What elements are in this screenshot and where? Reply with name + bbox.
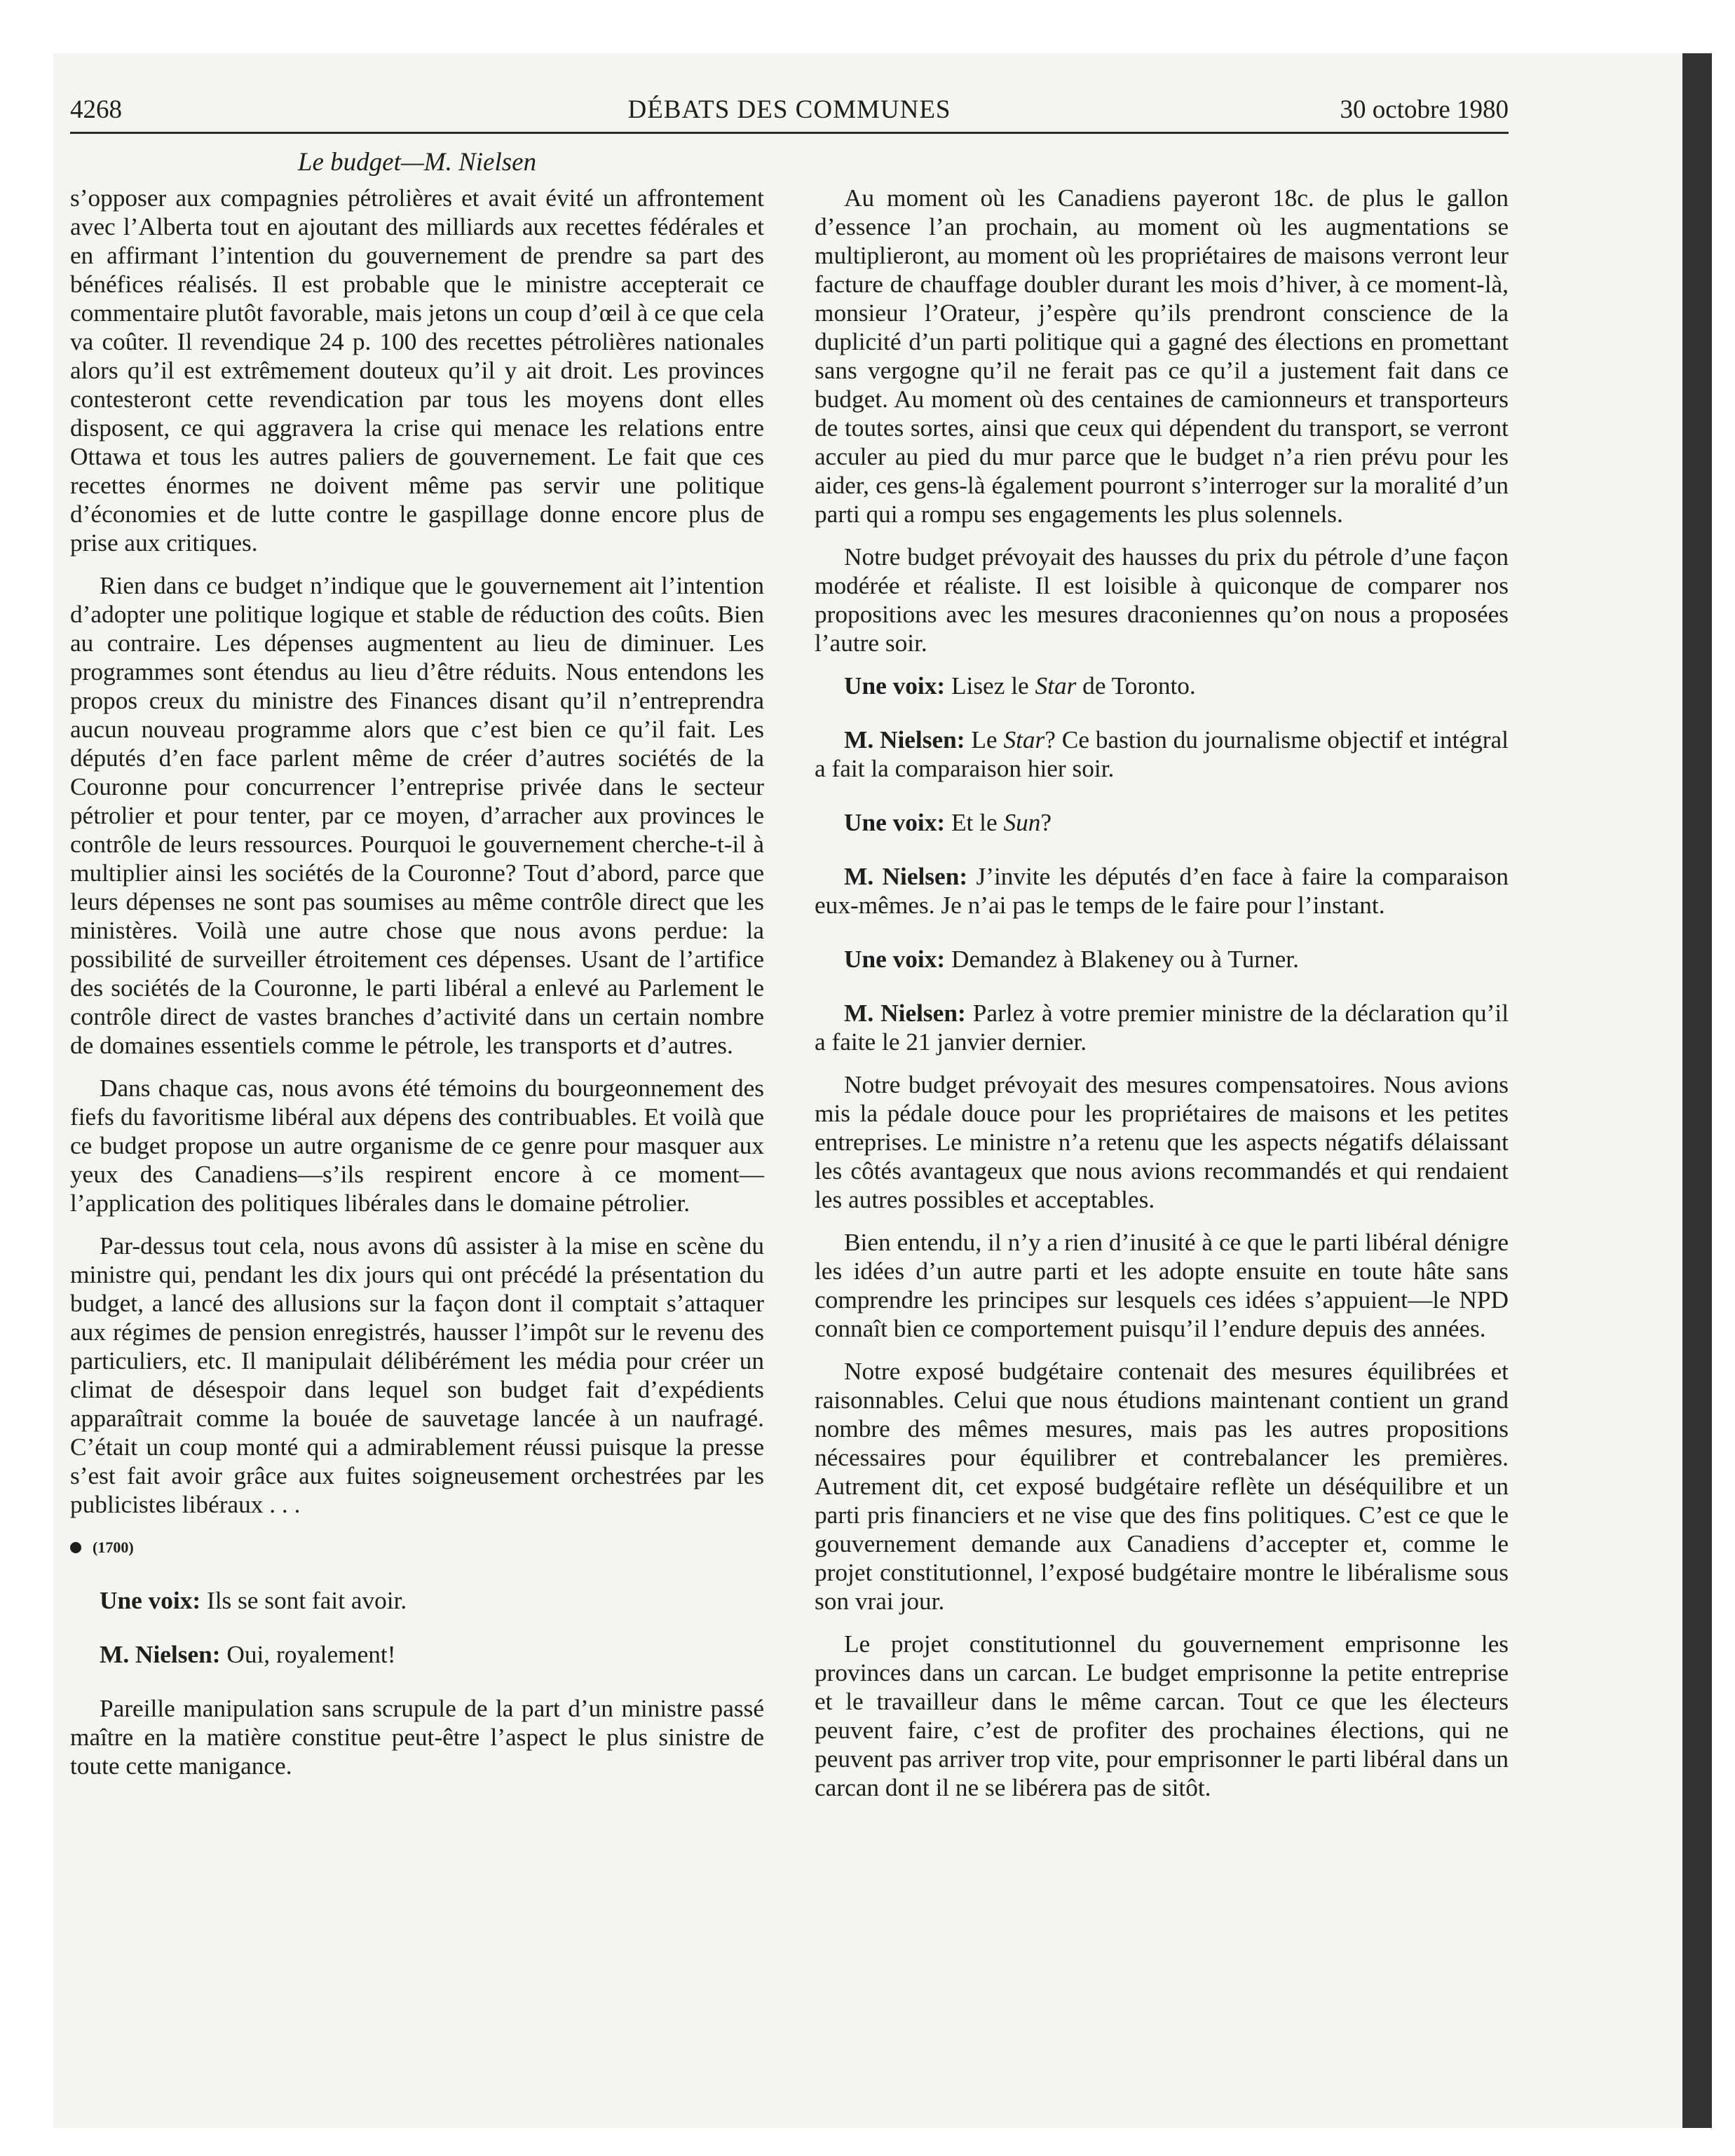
paragraph: Rien dans ce budget n’indique que le gouvernement ait l’intention d’adopter une politique logique et stable de réduction des coûts. Bien au contraire. Les dépenses augmentent au lieu de diminuer. Les programmes sont étendus au lieu d’être réduits. Nous entendons les propos creux du ministre des Finances disant qu’il n’entreprendra aucun nouveau programme alors que c’est bien ce qu’il fait. Les députés d’en face parlent même de créer d’autres sociétés de la Couronne pour concurrencer l’entreprise privée dans le secteur pétrolier et pour tenter, par ce moyen, d’arracher aux provinces le contrôle de leurs ressources. Pourquoi le gouvernement cherche-t-il à multiplier ainsi les sociétés de la Couronne? Tout d’abord, parce que leurs dépenses ne sont pas soumises au même contrôle direct que les ministères. Voilà une autre chose que nous avons perdue: la possibilité de surveiller étroitement ces dépenses. Usant de l’artifice des sociétés de la Couronne, le parti libéral a enlevé au Parlement le contrôle direct de vastes branches d’activité dans un certain nombre de domaines essentiels comme le pétrole, les transports et d’autres. bbox=[70, 572, 764, 1059]
page-number: 4268 bbox=[70, 95, 122, 124]
paragraph: Le projet constitutionnel du gouvernement emprisonne les provinces dans un carcan. Le budget emprisonne la petite entreprise et le travailleur dans le même carcan. Tout ce que les électeurs peuvent faire, c’est de profiter des prochaines élections, qui ne peuvent pas arriver trop vite, pour emprisonner le parti libéral dans un carcan dont il ne se libérera pas de sitôt. bbox=[815, 1630, 1509, 1801]
exchange bbox=[815, 999, 1509, 1056]
exchange bbox=[815, 945, 1509, 974]
page-header bbox=[70, 91, 1509, 134]
exchange bbox=[815, 671, 1509, 700]
speech-text: Demandez à Blakeney ou à Turner. bbox=[951, 946, 1299, 973]
paragraph: Au moment où les Canadiens payeront 18c. de plus le gallon d’essence l’an prochain, au moment où les augmentations se multiplieront, au moment où les propriétaires de maisons verront leur facture de chauffage doubler durant les mois d’hiver, à ce moment-là, monsieur l’Orateur, j’espère qu’ils prendront conscience de la duplicité d’un parti politique qui a gagné des élections en promettant sans vergogne qu’il ne ferait pas ce qu’il a justement fait dans ce budget. Au moment où des centaines de camionneurs et transporteurs de toutes sortes, ainsi que ceux qui dépendent du transport, se verront acculer au pied du mur parce que le budget n’a rien prévu pour les aider, ces gens-là également pourront s’interroger sur la moralité d’un parti qui a rompu ses engagements les plus solennels. bbox=[815, 184, 1509, 528]
exchange bbox=[70, 1586, 764, 1615]
speech-text: J’invite les députés d’en face à faire la comparaison eux-mêmes. Je n’ai pas le temps de le faire pour l’instant. bbox=[815, 863, 1509, 919]
paragraph: Bien entendu, il n’y a rien d’inusité à ce que le parti libéral dénigre les idées d’un autre parti et les adopte ensuite en toute hâte sans comprendre les principes sur lesquels ces idées s’appuient—le NPD connaît bien ce comportement puisqu’il l’endure depuis des années. bbox=[815, 1229, 1509, 1342]
speech-text: Oui, royalement! bbox=[226, 1640, 396, 1668]
paragraph: Notre budget prévoyait des mesures compensatoires. Nous avions mis la pédale douce pour les propriétaires de maisons et les petites entreprises. Le ministre n’a retenu que les aspects négatifs délaissant les côtés avantageux que nous avions recommandés et qui rendaient les autres possibles et acceptables. bbox=[815, 1071, 1509, 1213]
paragraph: Pareille manipulation sans scrupule de la part d’un ministre passé maître en la matière constitue peut-être l’aspect le plus sinistre de toute cette manigance. bbox=[70, 1694, 764, 1780]
speaker-name: Une voix: bbox=[100, 1586, 201, 1614]
speaker-name: M. Nielsen: bbox=[844, 863, 968, 890]
exchange bbox=[815, 862, 1509, 920]
publication-title: DÉBATS DES COMMUNES bbox=[627, 95, 951, 124]
speech-text: de Toronto. bbox=[1076, 672, 1196, 700]
page-date: 30 octobre 1980 bbox=[1340, 95, 1509, 124]
newspaper-title: Sun bbox=[1003, 809, 1041, 836]
speaker-name: Une voix: bbox=[844, 809, 946, 836]
paragraph: Notre exposé budgétaire contenait des mesures équilibrées et raisonnables. Celui que nous étudions maintenant contient un grand nombre des mêmes mesures, mais pas les autres propositions nécessaires pour équilibrer et contrebalancer les premières. Autrement dit, cet exposé budgétaire reflète un déséquilibre et un parti pris financiers et ne vise que des fins politiques. C’est ce que le gouvernement demande aux Canadiens d’accepter et, comme le projet constitutionnel, l’exposé budgétaire montre le libéralisme sous son vrai jour. bbox=[815, 1358, 1509, 1615]
left-column bbox=[70, 184, 764, 1794]
speaker-name: Une voix: bbox=[844, 672, 946, 700]
speech-text: Lisez le bbox=[951, 672, 1035, 700]
speech-text: ? bbox=[1040, 809, 1052, 836]
paragraph: Par-dessus tout cela, nous avons dû assister à la mise en scène du ministre qui, pendant les dix jours qui ont précédé la présentation du budget, a lancé des allusions sur la façon dont il comptait s’attaquer aux régimes de pension enregistrés, hausser l’impôt sur le revenu des particuliers, etc. Il manipulait délibérément les média pour créer un climat de désespoir dans lequel son budget fait d’expédients apparaîtrait comme la bouée de sauvetage lancée à un naufragé. C’était un coup monté qui a admirablement réussi puisque la presse s’est fait avoir grâce aux fuites soigneusement orchestrées par les publicistes libéraux . . . bbox=[70, 1232, 764, 1518]
paragraph: Dans chaque cas, nous avons été témoins du bourgeonnement des fiefs du favoritisme libéral aux dépens des contribuables. Et voilà que ce budget propose un autre organisme de ce genre pour masquer aux yeux des Canadiens—s’ils respirent encore à ce moment—l’application des politiques libérales dans le domaine pétrolier. bbox=[70, 1074, 764, 1217]
speech-text: Ils se sont fait avoir. bbox=[206, 1586, 407, 1614]
speech-text: Et le bbox=[951, 809, 1004, 836]
newspaper-title: Star bbox=[1003, 726, 1045, 753]
newspaper-title: Star bbox=[1035, 672, 1077, 700]
time-marker bbox=[70, 1536, 764, 1558]
exchange bbox=[70, 1640, 764, 1669]
paragraph: s’opposer aux compagnies pétrolières et avait évité un affrontement avec l’Alberta tout en ajoutant des milliards aux recettes fédérales et en affirmant l’intention du gouvernement de prendre sa part des bénéfices réalisés. Il est probable que le ministre accepterait ce commentaire plutôt favorable, mais jetons un coup d’œil à ce que cela va coûter. Il revendique 24 p. 100 des recettes pétrolières nationales alors qu’il est extrêmement douteux qu’il y ait droit. Les provinces contesteront cette revendication par tous les moyens dont elles disposent, ce qui aggravera la crise qui menace les relations entre Ottawa et tous les autres paliers de gouvernement. Le fait que ces recettes énormes ne doivent même pas servir une politique d’économies et de lutte contre le gaspillage donne encore plus de prise aux critiques. bbox=[70, 184, 764, 557]
speaker-name: M. Nielsen: bbox=[844, 999, 966, 1027]
speech-text: ? Ce bastion du journalisme objectif et intégral a fait la comparaison hier soir. bbox=[815, 726, 1509, 782]
exchange bbox=[815, 808, 1509, 837]
speaker-name: M. Nielsen: bbox=[100, 1640, 221, 1668]
right-column bbox=[815, 184, 1509, 1816]
speaker-name: M. Nielsen: bbox=[844, 726, 965, 753]
exchange bbox=[815, 725, 1509, 783]
paragraph: Notre budget prévoyait des hausses du prix du pétrole d’une façon modérée et réaliste. Il est loisible à quiconque de comparer nos propositions avec les mesures draconiennes qu’on nous a proposées l’autre soir. bbox=[815, 543, 1509, 657]
running-subheader: Le budget—M. Nielsen bbox=[297, 148, 537, 177]
bullet-icon bbox=[70, 1542, 81, 1553]
speech-text: Le bbox=[971, 726, 1004, 753]
speaker-name: Une voix: bbox=[844, 946, 946, 973]
speech-text: Parlez à votre premier ministre de la déclaration qu’il a faite le 21 janvier dernier. bbox=[815, 999, 1509, 1056]
time-marker-text: (1700) bbox=[93, 1538, 134, 1556]
scan-edge-bar bbox=[1682, 53, 1712, 2128]
